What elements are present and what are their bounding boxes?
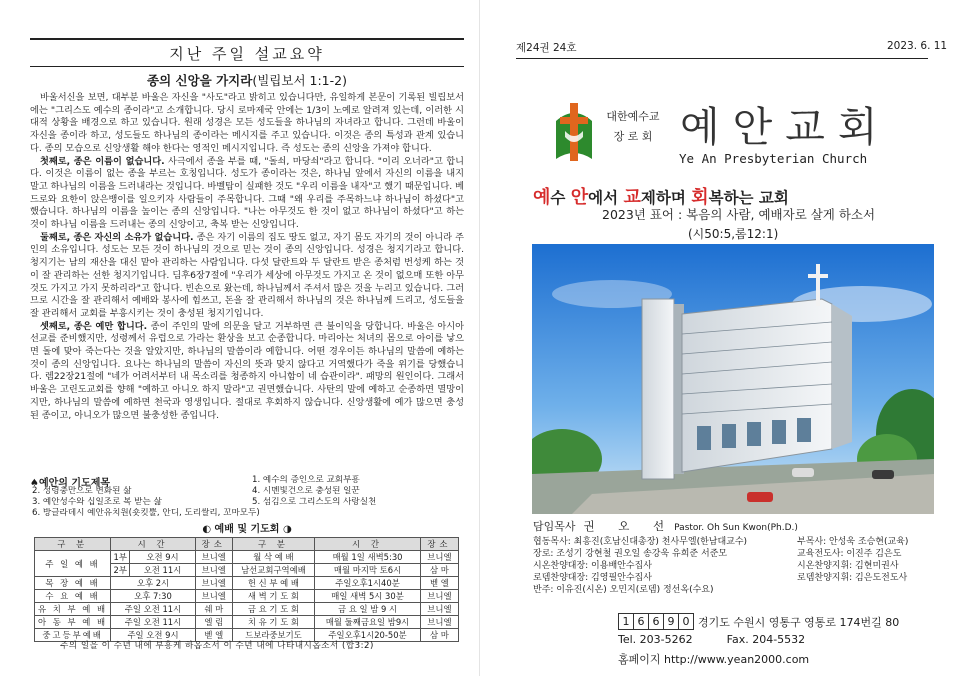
service-time: 금 요 일 밤 9 시 xyxy=(315,603,421,616)
motto-text: 에서 xyxy=(588,189,624,207)
service-time: 매일 새벽 5시 30분 xyxy=(315,590,421,603)
table-row xyxy=(35,590,459,603)
year-theme: 2023년 표어 : 복음의 사람, 예배자로 살게 하소서 xyxy=(602,207,876,222)
motto-highlight: 회 xyxy=(691,187,709,208)
service-name: 남선교회구역예배 xyxy=(232,564,314,577)
service-time: 주일 오전 9시 xyxy=(111,629,196,642)
table-row xyxy=(35,551,459,564)
staff-line: 협동목사: 최흥진(호남신대총장) 천사무엘(한남대교수) xyxy=(533,537,748,547)
service-name: 드보라중보기도 xyxy=(232,629,314,642)
prayer-item: 5. 섬김으로 그리스도의 사랑실천 xyxy=(252,496,377,507)
zip-digit: 0 xyxy=(678,613,694,630)
service-time: 주일오후1시40분 xyxy=(315,577,421,590)
staff-line: 로뎀찬양대장: 김영필안수집사 xyxy=(533,573,652,583)
staff-line: 로뎀찬양지휘: 김은도전도사 xyxy=(797,573,908,583)
service-name: 주 일 예 배 xyxy=(35,551,111,577)
service-part: 1부 xyxy=(111,551,130,564)
service-name: 치 유 기 도 회 xyxy=(232,616,314,629)
staff-line: 교육전도사: 이진주 김은도 xyxy=(797,549,902,559)
service-time: 오후 7:30 xyxy=(111,590,196,603)
sermon-paragraph xyxy=(30,232,464,321)
sermon-text: 종은 자기 이름의 집도 땅도 없고, 자기 몸도 자기의 것이 아니라 주인의 소유입니다. 성도는 모든 것이 하나님의 것으로 믿는 것이 종의 신앙입니다. 성경은 청지기라고 합니다. 청지기는 남의 재산을 대신 맡아 관리하는 사람입니다. 다섯 달란트와 두 달란트 받은 종처럼 번성케 하는 것이 잘 관리하는 선한 청지기입니다. 딤후6장7절에 "우리가 세상에 아무것도 가지고 온 것이 없으매 또한 아무것도 가지고 가지 못하리라"고 합니다. 빈손으로 왔는데, 하나님께서 주셔서 많은 것을 누리고 있습니다. 그러므로 시간을 잘 관리해서 예배와 봉사에 힘쓰고, 돈을 잘 관리해서 하나님의 것은 하나님께 드리고, 성도들을 잘 관리해서 교회를 부흥시키는 것이 충성된 청지기입니다. xyxy=(30,231,464,319)
service-place: 브니엘 xyxy=(420,551,458,564)
schedule-title: ◐ 예배 및 기도회 ◑ xyxy=(202,524,292,535)
service-time: 주일오후1시20-50분 xyxy=(315,629,421,642)
col-header: 구 분 xyxy=(35,538,111,551)
prayer-item: 2. 성령충만으로 변화된 삶 xyxy=(32,486,132,496)
sermon-text: 종이 주인의 말에 의문을 달고 거부하면 큰 불이익을 당합니다. 바울은 아시아 선교를 준비했지만, 성령께서 유럽으로 가라는 환상을 보고 순종합니다. 마리아는 처녀의 몸으로 아이를 낳으면 돌에 맞아 죽는다는 것을 알았지만, 하나님의 말씀이라 예합니다. 어떤 경우이든 하나님의 말씀에 예하는 것이 종의 신앙입니다. 요나는 하나님의 말씀이 자신의 뜻과 맞지 않다고 거역했다가 죽을 위기를 당했습니다. 렘22장21절에 "네가 어려서부터 내 목소리를 청종하지 아니함이 네 습관이라". 패망의 원인이다. 그래서 바울은 고린도교회를 향해 "예하고 아니오 하지 말라"고 권면했습니다. 사탄의 말에 예하고 순종하면 멸망이지만, 하나님의 말씀에 예하면 천국과 영생입니다. 절대로 후회하지 않습니다. 신앙생활에 예가 많으면 충성된 종이고, 아니오가 많으면 불충성한 종입니다. xyxy=(30,320,464,421)
staff-line: 시온찬양대장: 이용배안수집사 xyxy=(533,561,652,571)
motto-text: 수 xyxy=(550,189,571,207)
homepage-link[interactable]: 홈페이지 http://www.yean2000.com xyxy=(618,653,810,666)
service-time: 오전 11시 xyxy=(130,564,196,577)
staff-line: 부목사: 안성욱 조승현(교육) xyxy=(797,537,909,547)
col-header: 구 분 xyxy=(232,538,314,551)
staff-list-right xyxy=(797,536,908,584)
motto-highlight: 예 xyxy=(533,187,551,208)
sermon-header: 지난 주일 설교요약 xyxy=(30,38,464,67)
service-place: 브니엘 xyxy=(195,577,232,590)
motto-highlight: 안 xyxy=(570,187,589,208)
staff-line: 시온찬양지휘: 김현미권사 xyxy=(797,561,899,571)
prayer-list-left xyxy=(32,486,262,518)
telephone: Tel. 203-5262 xyxy=(618,633,693,646)
service-place: 삼 마 xyxy=(420,629,458,642)
table-row xyxy=(35,577,459,590)
sermon-point: 둘째로, 종은 자신의 소유가 없습니다. xyxy=(40,231,194,243)
pastor-english-name: Pastor. Oh Sun Kwon(Ph.D.) xyxy=(674,523,798,533)
service-name: 목 장 예 배 xyxy=(35,577,111,590)
prayer-item: 1. 예수의 증인으로 교회부흥 xyxy=(252,475,360,485)
zip-digit: 6 xyxy=(633,613,649,630)
sermon-text: 바울서신을 보면, 대부분 바울은 자신을 "사도"라고 밝히고 있습니다만, 유일하게 본문이 기록된 빌립보서에는 "그리스도 예수의 종이라"고 소개합니다. 당시 로마제국 안에는 1/3이 노예로 알려져 있는데, 이러한 시대적 상황을 배경으로 하고 있습니다. 원래 성경은 모든 성도들을 하나님의 자녀라고 합니다. 그런데 바울이 자신을 종이라 하고, 성도들도 하나님의 종이라는 메시지를 주고 있습니다. 이것은 종의 특성과 관계 있습니다. 종의 모습으로 신앙생활 해야 한다는 영적인 메시지입니다. 즉 성도는 종의 신앙을 가져야 합니다. xyxy=(30,92,464,154)
prayer-section xyxy=(30,474,464,518)
prayer-item: 3. 예안성수와 십일조로 복 받는 삶 xyxy=(32,496,162,507)
service-place: 엘 림 xyxy=(195,616,232,629)
zip-digit: 1 xyxy=(618,613,634,630)
prayer-item: 4. 시멘빛건으로 충성된 일꾼 xyxy=(252,485,360,496)
service-name: 아 동 부 예 배 xyxy=(35,616,111,629)
sermon-reference: (빌립보서 1:1-2) xyxy=(252,73,347,88)
col-header: 장소 xyxy=(420,538,458,551)
staff-list-left xyxy=(533,536,747,596)
senior-pastor xyxy=(533,518,798,534)
service-name: 중고등부예배 xyxy=(35,629,111,642)
service-time: 주일 오전 11시 xyxy=(111,603,196,616)
staff-line: 반주: 이유진(시온) 오민지(로뎀) 정선옥(수요) xyxy=(533,585,714,595)
schedule-header-row xyxy=(35,538,459,551)
right-page xyxy=(480,0,960,676)
church-building-image xyxy=(532,244,934,514)
service-place: 삼 마 xyxy=(420,564,458,577)
fax: Fax. 204-5532 xyxy=(726,633,806,646)
theme-reference: (시50:5,롬12:1) xyxy=(688,227,779,241)
prayer-list-right xyxy=(252,475,472,507)
volume-number: 제24권 24호 xyxy=(516,42,577,54)
service-time: 매월 마지막 토6시 xyxy=(315,564,421,577)
service-place: 브니엘 xyxy=(420,616,458,629)
service-place: 브니엘 xyxy=(195,564,232,577)
pastor-name: 권 오 선 xyxy=(583,519,675,533)
sermon-point: 셋째로, 종은 예만 합니다. xyxy=(40,320,148,332)
motto-highlight: 교 xyxy=(623,187,641,208)
col-header: 시 간 xyxy=(315,538,421,551)
sermon-text: 사극에서 종을 부를 때, "돌쇠, 마당쇠"라고 합니다. "이리 오너라"고 합니다. 이것은 이름이 없는 종을 부르는 호칭입니다. 성도가 종이라는 것은, 하나님 앞에서 자신의 이름을 내지 말고 하나님의 이름을 드러내라는 것입니다. 바벨탑이 실패한 것도 "우리 이름을 내자"고 했기 때문입니다. 베드로와 요한이 앉은뱅이를 일으키자 사람들이 주목합니다. 그때 "왜 우리를 주목하느냐 하나님이 하셨다"고 했습니다. 하나님의 이름을 높이는 종의 신앙입니다. "나는 아무것도 한 것이 없고 하나님이 하셨다"고 하는 것이 하나님 이름을 드러내는 종의 신앙이고, 축복 받는 신앙입니다. xyxy=(30,155,464,231)
service-place: 벧 엘 xyxy=(195,629,232,642)
col-header: 장소 xyxy=(195,538,232,551)
sermon-title xyxy=(30,71,464,89)
table-row xyxy=(35,603,459,616)
service-name: 새 벽 기 도 회 xyxy=(232,590,314,603)
table-row xyxy=(35,616,459,629)
service-place: 브니엘 xyxy=(195,590,232,603)
service-time: 오후 2시 xyxy=(111,577,196,590)
service-place: 벧 엘 xyxy=(420,577,458,590)
service-time: 주일 오전 11시 xyxy=(111,616,196,629)
service-time: 매월 1일 새벽5:30 xyxy=(315,551,421,564)
sermon-paragraph xyxy=(30,321,464,423)
service-place: 쉐 마 xyxy=(195,603,232,616)
zip-digit: 9 xyxy=(663,613,679,630)
motto-text: 제하며 xyxy=(640,189,692,207)
denomination xyxy=(598,107,668,147)
prayer-title: ♠예안의 기도제목 xyxy=(30,478,111,489)
church-name-korean: 예안교회 xyxy=(680,103,891,151)
zip-code xyxy=(618,613,693,630)
service-name: 수 요 예 배 xyxy=(35,590,111,603)
sermon-body xyxy=(30,92,464,472)
service-time: 매월 둘째금요일 밤9시 xyxy=(315,616,421,629)
service-name: 월 삭 예 배 xyxy=(232,551,314,564)
service-part: 2부 xyxy=(111,564,130,577)
sermon-paragraph xyxy=(30,156,464,232)
service-name: 유 치 부 예 배 xyxy=(35,603,111,616)
service-name: 금 요 기 도 회 xyxy=(232,603,314,616)
staff-line: 장로: 조성기 강현철 권오일 송강욱 유희준 서준모 xyxy=(533,549,728,559)
service-place: 브니엘 xyxy=(420,590,458,603)
service-place: 브니엘 xyxy=(420,603,458,616)
sermon-title-text: 종의 신앙을 가지라 xyxy=(147,73,253,88)
denomination-line: 대한예수교 xyxy=(606,110,660,123)
sermon-paragraph xyxy=(30,92,464,156)
church-logo-icon xyxy=(556,101,592,163)
church-name-english: Ye An Presbyterian Church xyxy=(679,151,868,166)
sermon-point: 첫째로, 종은 이름이 없습니다. xyxy=(40,155,165,167)
pastor-label: 담임목사 xyxy=(533,520,576,533)
col-header: 시 간 xyxy=(111,538,196,551)
schedule-table xyxy=(34,537,459,642)
denomination-line: 장 로 회 xyxy=(613,130,653,143)
service-name: 헌 신 부 예 배 xyxy=(232,577,314,590)
bulletin-date: 2023. 6. 11 xyxy=(887,40,948,52)
motto-text: 복하는 교회 xyxy=(708,189,789,207)
service-time: 오전 9시 xyxy=(130,551,196,564)
zip-digit: 6 xyxy=(648,613,664,630)
bible-verse: 주의 일을 이 수년 내에 부흥케 하옵소서 이 수년 내에 나타내시옵소서 (합3:2) xyxy=(60,641,374,651)
prayer-item: 6. 방글라데시 예안유치원(숏킷뿔, 안디, 도리쌀리, 꼬마모두) xyxy=(32,507,260,518)
phone-numbers xyxy=(618,633,805,646)
top-divider xyxy=(516,58,928,59)
service-place: 브니엘 xyxy=(195,551,232,564)
church-address: 경기도 수원시 영통구 영통로 174번길 80 xyxy=(698,616,900,629)
